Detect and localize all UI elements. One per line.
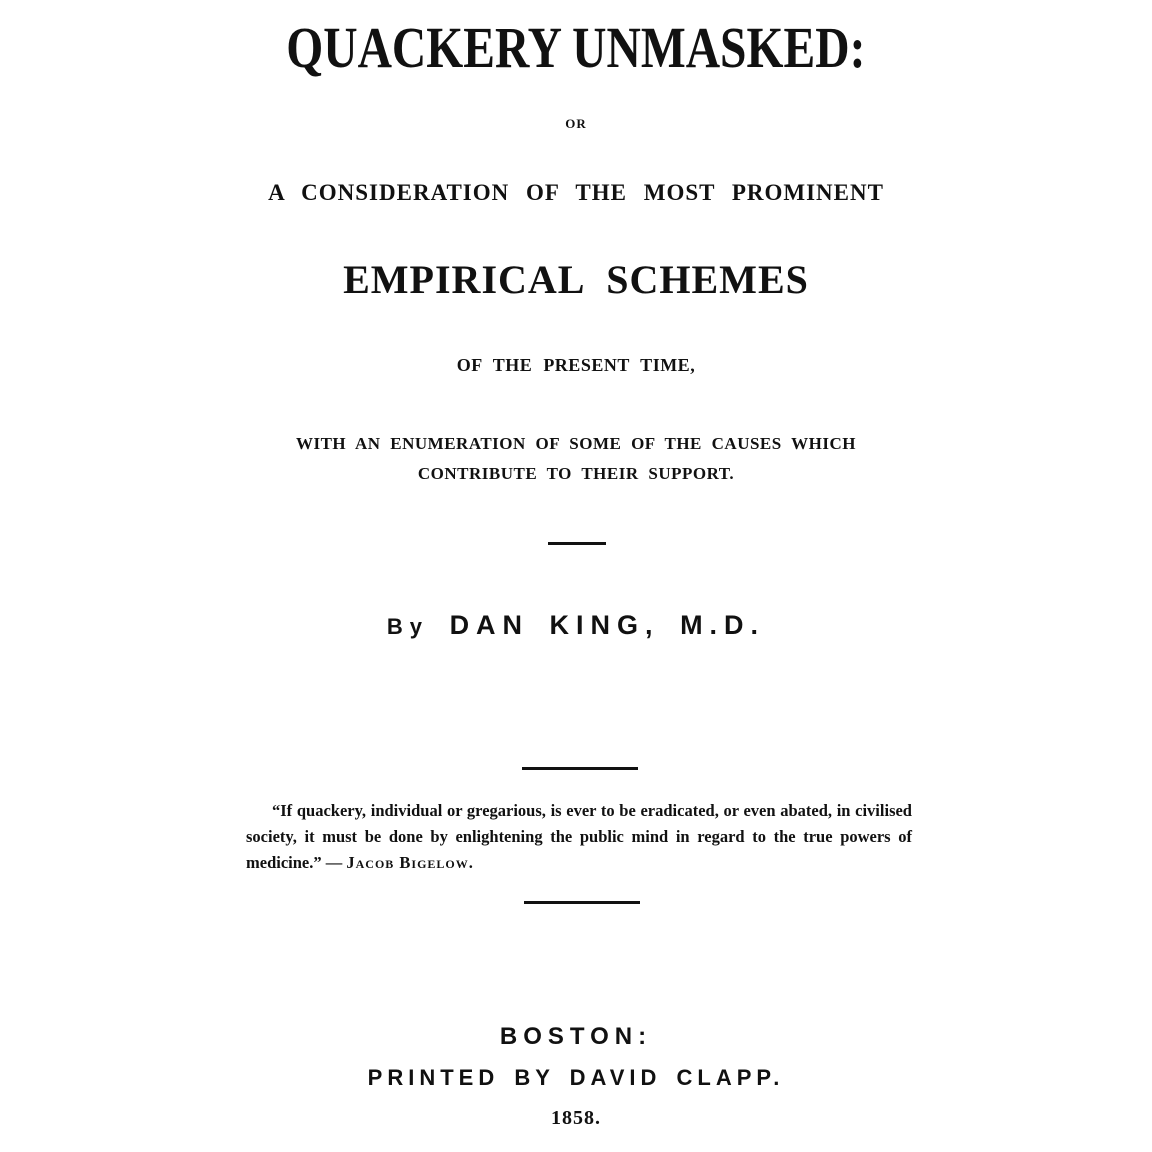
- subtitle-line-1: A CONSIDERATION OF THE MOST PROMINENT: [268, 180, 884, 205]
- author-name: DAN KING, M.D.: [449, 610, 766, 640]
- subtitle-line-3: OF THE PRESENT TIME,: [456, 355, 696, 375]
- subtitle-line-2: EMPIRICAL SCHEMES: [343, 257, 809, 302]
- author-by-prefix: By: [386, 614, 430, 639]
- or-connector: OR: [565, 116, 587, 131]
- imprint-year: 1858.: [551, 1107, 601, 1129]
- epigraph-text-wrap: [246, 798, 912, 876]
- divider-rule-lower-epigraph: [524, 901, 640, 904]
- epigraph-attribution: Jacob Bigelow.: [346, 853, 474, 872]
- imprint-printer: PRINTED BY DAVID CLAPP.: [367, 1065, 785, 1090]
- epigraph-text: “If quackery, individual or gregarious, is ever to be eradicated, or even abated, in civilised society, it must be done by enlightening the public mind in regard to the true powers of medicine.” —: [246, 801, 912, 872]
- subtitle-line-4a: WITH AN ENUMERATION OF SOME OF THE CAUSES WHICH: [295, 434, 857, 453]
- divider-rule-upper-epigraph: [522, 767, 638, 770]
- epigraph: [246, 798, 912, 876]
- imprint-city: BOSTON:: [499, 1023, 653, 1050]
- book-title: QUACKERY UNMASKED:: [286, 15, 866, 80]
- divider-rule: [548, 542, 606, 545]
- subtitle-line-4b: CONTRIBUTE TO THEIR SUPPORT.: [417, 464, 735, 483]
- author-line: [0, 610, 1152, 641]
